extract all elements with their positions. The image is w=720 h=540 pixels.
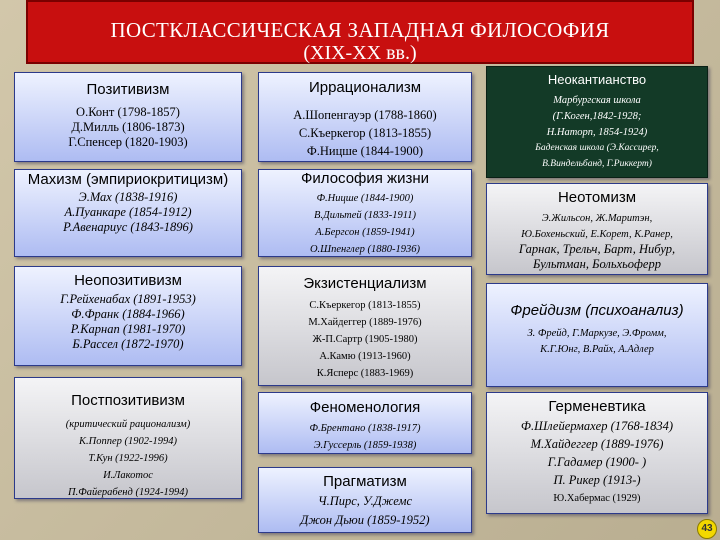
box-pragmatism [258,467,472,533]
box-line: Ю.Хабермас (1929) [553,493,641,504]
box-line: Б.Рассел (1872-1970) [72,337,184,351]
box-phenomenology [258,392,472,454]
box-line: С.Къеркегор (1813-1855) [309,300,421,311]
box-line: В.Дильтей (1833-1911) [313,210,417,221]
box-machism [14,169,242,257]
box-line: М.Хайдеггер (1889-1976) [530,437,664,451]
box-title: Постпозитивизм [71,392,185,409]
box-title: Философия жизни [300,170,430,187]
box-positivism [14,72,242,162]
box-title: Экзистенциализм [303,275,427,292]
box-line: Ф.Франк (1884-1966) [71,307,185,321]
box-line: Э.Гуссерль (1859-1938) [313,440,417,451]
box-line: (Г.Коген,1842-1928; [552,111,642,122]
box-title: Неотомизм [557,189,637,206]
box-title: Махизм (эмпириокритицизм) [27,171,229,188]
box-line: Э.Мах (1838-1916) [78,190,178,204]
box-title: Иррационализм [308,79,422,96]
title-banner [26,0,694,64]
box-line: Э.Жильсон, Ж.Маритэн, [541,213,653,224]
box-line: Ф.Брентано (1838-1917) [309,423,421,434]
box-line: О.Конт (1798-1857) [76,105,180,119]
box-line: Ф.Ницше (1844-1900) [316,193,414,204]
box-line: К.Поппер (1902-1994) [79,436,177,447]
box-line: З. Фрейд, Г.Маркузе, Э.Фромм, [527,328,667,339]
box-title: Прагматизм [323,473,407,490]
box-line: Бультман, Больхьоферр [533,257,661,271]
box-line: Джон Дьюи (1859-1952) [300,513,430,527]
box-line: (критический рационализм) [65,419,191,430]
box-line: А.Камю (1913-1960) [319,351,411,362]
box-line: А.Бергсон (1859-1941) [315,227,415,238]
box-line: Ю.Бохеньский, Е.Корет, К.Ранер, [521,229,673,240]
box-line: А.Шопенгауэр (1788-1860) [293,108,437,122]
box-line: В.Виндельбанд, Г.Риккерт) [542,159,652,169]
box-line: Ч.Пирс, У.Джемс [318,494,412,508]
box-neokantianism [486,66,708,178]
box-title: Позитивизм [86,81,170,98]
box-title: Неопозитивизм [74,272,182,289]
box-title: Феноменология [309,399,421,416]
box-line: Ж-П.Сартр (1905-1980) [312,334,418,345]
page-number-badge: 43 [697,519,717,539]
box-neopositivism [14,266,242,366]
box-line: П. Рикер (1913-) [553,473,641,487]
box-line: Т.Кун (1922-1996) [88,453,168,464]
box-line: К.Ясперс (1883-1969) [316,368,414,379]
box-line: Г.Рейхенабах (1891-1953) [60,292,196,306]
box-line: О.Шпенглер (1880-1936) [309,244,421,255]
box-line: Р.Карнап (1981-1970) [70,322,186,336]
box-existentialism [258,266,472,386]
box-freudianism [486,283,708,387]
box-title: Неокантианство [547,72,647,87]
box-line: К.Г.Юнг, В.Райх, А.Адлер [540,344,654,355]
box-line: Р.Авенариус (1843-1896) [63,220,193,234]
box-line: Н.Наторп, 1854-1924) [546,127,648,138]
page-subtitle: (XIX-XX вв.) [303,42,417,64]
box-line: С.Къеркегор (1813-1855) [298,126,432,140]
box-title: Фрейдизм (психоанализ) [510,302,684,319]
box-line: Баденская школа (Э.Кассирер, [535,143,659,153]
box-line: П.Файерабенд (1924-1994) [68,487,188,498]
box-neothomism [486,183,708,275]
box-line: Гарнак, Трельч, Барт, Нибур, [518,242,676,256]
box-line: И.Лакотос [103,470,153,481]
box-line: Ф.Ницше (1844-1900) [306,144,424,158]
box-irrationalism [258,72,472,162]
box-line: А.Пуанкаре (1854-1912) [64,205,192,219]
box-line: М.Хайдеггер (1889-1976) [308,317,422,328]
box-line: Марбургская школа [553,95,641,106]
box-postpositivism [14,377,242,499]
box-life-philosophy [258,169,472,257]
box-line: Ф.Шлейермахер (1768-1834) [520,419,674,433]
page-title: ПОСТКЛАССИЧЕСКАЯ ЗАПАДНАЯ ФИЛОСОФИЯ [110,18,610,42]
box-hermeneutics [486,392,708,514]
box-line: Д.Милль (1806-1873) [71,120,185,134]
box-line: Г.Спенсер (1820-1903) [68,135,188,149]
box-line: Г.Гадамер (1900- ) [547,455,647,469]
box-title: Герменевтика [548,398,646,415]
